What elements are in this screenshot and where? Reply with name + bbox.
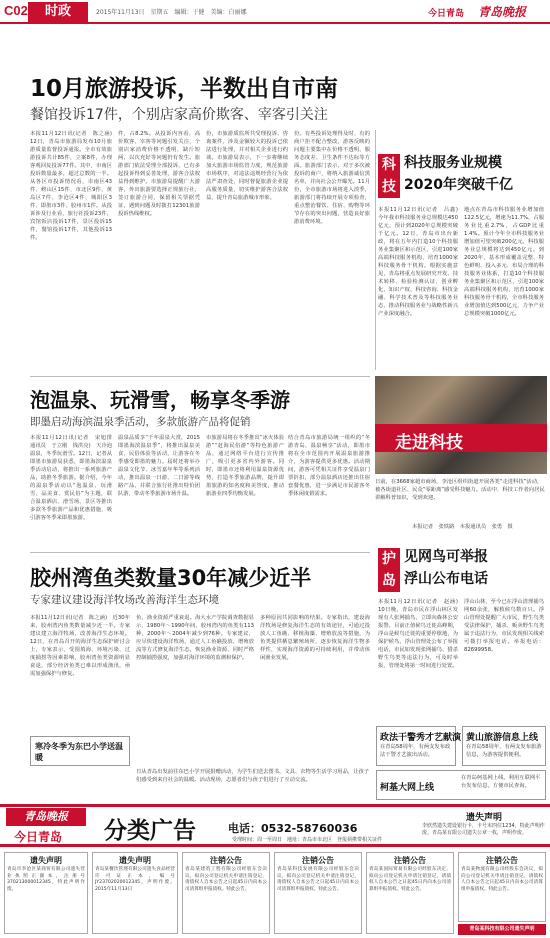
tech-col-1: 本报11月12日讯(记者 吕鑫) 今年我市科技服务业总规模达450亿元，预计到2020年总规模突破千亿元。12日，青岛市出台新政，将在五年内打造10个科技服务业集聚区和示范区，引进100家高端科技服务机构，培育1000家科技服务骨干机构。根据实施意见，青岛将重点发展研究开发、技术转移、检验检测认证、创业孵化、知识产权、科技咨询、科技金融、科学技术普及等科技服务业态，推动科技服务业与战略性新兴产业深度融合。 xyxy=(378,207,464,317)
ad-cell-title: 注销公告 xyxy=(302,856,334,865)
ads-right-text: 李欣然遗失建设银行卡，卡号末四位1234，特此声明作废。青岛某有限公司遗失公章一枚，声明作废。 xyxy=(422,823,545,836)
photo-banner-text: 走进科技 xyxy=(395,433,463,453)
notice-box-2-title: 黄山旅游信息上线 xyxy=(466,733,539,743)
ads-logo: 青岛晚报 xyxy=(6,808,86,826)
hotspring-col-1: 本报11月12日讯(记者 宋旭排 通讯员 于立刚 钱洪亮) 天冷泡温泉，冬季玩滑雪。12日，记者从即墨市旅游局获悉，即墨海滨温泉季活动启动，将推出一系列旅游产品，助推冬季旅游。据介绍，今年的温泉季活动以“泡温泉、玩滑雪、品美食、赏民俗”为主题，联合温泉酒店、滑雪场、景区等推出多款冬季旅游产品和优惠措施，吸引游客冬季来即墨旅游。 xyxy=(30,435,118,521)
hudao-tag: 护岛 xyxy=(378,548,400,592)
hotspring-headline: 泡温泉、玩滑雪，畅享冬季游 xyxy=(30,388,290,412)
ads-note: 受理时间：周一至周日 地址：青岛市市北区 登报须携带相关证件 xyxy=(232,837,383,843)
today-label: 今日青岛 xyxy=(428,9,465,19)
section-rule xyxy=(30,552,370,553)
ad-cell-text: 青岛某科技发展有限公司经股东会决议，拟向公司登记机关申请注销登记，请债权人自本公告之日起45日内向本公司清算组申报债权。特此公告。 xyxy=(277,867,359,892)
tech-col-2: 地点在青岛市科技服务业增加值122.5亿元，增速为11.7%，占服务业比重2.7%，占GDP比重1.4%。预计今年全市科技服务业增加值可望突破200亿元，科技服务业总规模将达到450亿元。到2020年，基本形成覆盖完整、特色鲜明、投入多元、布局合理的科技服务业体系，打造10个科技服务业集聚区和示范区，引进100家高端科技服务机构，培育1000家科技服务骨干机构，全市科技服务业增加值达到500亿元，力争产业总规模突破1000亿元。 xyxy=(464,207,544,317)
ad-cell-title: 遗失声明 xyxy=(119,856,151,865)
photo-caption: 日前，在3668家超市商场，李沧区组织街道开展各类“走进科技”活动，被各街道社区、民众“零距离”感受科技魅力。活动中，科技工作者向居民讲解科普知识，受到欢迎。 xyxy=(375,479,545,501)
tech-tag: 科技 xyxy=(378,154,400,198)
ads-right-title: 遗失声明 xyxy=(465,813,502,823)
ad-cell xyxy=(366,852,454,934)
ad-cell-title: 注销公告 xyxy=(394,856,426,865)
lead-col-3: 份，市旅游质监所共受理投诉、咨询案件，涉及金额较大的投诉已依法进行处理，并对相关企业进行约谈。市旅游局表示，下一步将继续加大旅游市场监管力度，规范旅游市场秩序，对违法违规经营行为依法严肃查处，同时督促旅游企业提高服务质量，切实维护游客合法权益，提升青岛旅游城市形象。 xyxy=(206,131,288,201)
jiaozhou-subheadline: 专家建议建设海洋牧场改善海洋生态环境 xyxy=(30,594,219,606)
notice-box-3 xyxy=(376,770,546,800)
section-label: 时政 xyxy=(28,2,88,22)
jiaozhou-col-3: 多种原因共同影响的结果。专家指出，建设海洋牧场是修复海洋生态的有效途径，可通过投放人工鱼礁、移植海藻、增殖放流等措施，为鱼类提供栖息繁殖场所，逐步恢复海洋生物多样性，实现海洋资源的可持续利用，并带动休闲渔业发展。 xyxy=(260,615,370,661)
hudao-headline-1: 见网鸟可举报 xyxy=(404,549,488,565)
hotspring-subheadline: 即墨启动海滨温泉季活动，多款旅游产品将促销 xyxy=(30,416,251,428)
hudao-col-2: 浮山山林，至今已在浮山清理捕鸟网60余张，解救候鸟数百只。浮山管理处提醒广大市民，野生鸟类受法律保护，捕杀、贩卖野生鸟类属于违法行为，市民发现相关线索可拨打举报电话。举报电话：82699958。 xyxy=(464,599,544,653)
footer-paragraph: 日从青岛出发前往东巴小学开展捐赠活动，为学生们送去图书、文具、衣物等生活学习用品，让孩子们感受到来自社会的温暖。活动现场，志愿者们与孩子们进行了互动交流。 xyxy=(136,769,370,783)
ad-cell-text: 青岛某物流有限公司经股东会决议，拟向公司登记机关申请注销登记，请债权人自本公告之日起45日内向本公司清算组申报债权。特此公告。 xyxy=(461,867,543,892)
notice-box-1-title: 政法干警秀才艺献演 xyxy=(380,733,462,743)
ads-today: 今日青岛 xyxy=(14,830,63,844)
lead-headline: 10月旅游投诉，半数出自市南 xyxy=(30,76,339,102)
header-meta: 2015年11月13日 星期五 编辑：于健 美编：白丽娜 xyxy=(96,9,253,16)
lead-subheadline: 餐馆投诉17件，个别店家高价欺客、宰客引关注 xyxy=(30,107,328,123)
notice-box-1-text: 在青岛58周年，有两支发布政法干警才艺演出活动。 xyxy=(380,744,451,758)
ad-cell-text: 青岛某国际贸易有限公司经股东决定，拟向公司登记机关申请注销登记，请债权人自本公告之日起45日内向本公司清算组申报债权。特此公告。 xyxy=(369,867,451,892)
ads-right-notice xyxy=(422,810,546,837)
lead-col-1: 本报11月12日讯(记者 陈之涵) 12日，青岛市旅游局发布10月旅游质量监督投诉通报。全市有效旅游投诉共计85件，立案8件，办理客观回复投诉77件。其中，市南区投诉数量最多，超过总数的一半。从各区市投诉情况看，市南区43件、崂山区15件、市北区9件、黄岛区7件、李沧区4件、城阳区3件、即墨市3件、胶州市1件。从投诉涉及行业看，旅行社投诉23件，宾馆饭店投诉17件，景区投诉15件，餐馆投诉17件，其他投诉13件。 xyxy=(30,131,118,241)
column-divider xyxy=(375,130,376,370)
newspaper-logo: 青岛晚报 xyxy=(478,5,527,19)
page-number: C02 xyxy=(4,3,28,18)
brand-box xyxy=(30,736,130,766)
hudao-headline-2: 浮山公布电话 xyxy=(404,571,488,587)
hotspring-col-3: 市旅游局将在冬季推出“冰火体验游”“赶海民俗游”等特色旅游产品，通过网络平台进行宣传推广，吸引更多省内外游客。同时，即墨市还将利用温泉资源优势，打造冬季旅游品牌，提升即墨旅游的知名度和美誉度，推动旅游业四季均衡发展。 xyxy=(206,435,284,497)
ad-cell xyxy=(92,852,178,934)
photo-byline: 本报记者 张铁路 本报通讯员 张勇 摄 xyxy=(412,524,513,530)
jiaozhou-col-2: 鱼，渔业资源严重衰退。海大水产学院调查数据显示，1980年～1990年间，胶州湾内的鱼类有113种，2000年～2004年减少到76种。专家建议，应尽快建设海洋牧场，通过人工鱼礁投放、增殖放流等方式修复海洋生态，恢复渔业资源，同时严格控制捕捞强度，加强对海洋环境的监测和保护。 xyxy=(136,615,254,661)
notice-box-2 xyxy=(462,726,546,766)
ad-cell xyxy=(182,852,270,934)
jiaozhou-headline: 胶州湾鱼类数量30年减少近半 xyxy=(30,566,312,590)
lead-col-4: 份。有些投诉处理得及时、有的商户拒不配合整改，游客反映的问题主要集中在价格不透明、服务态度差、卫生条件不达标等方面。旅游部门表示，对于多次被投诉的商户，将纳入旅游诚信黑名单，并向社会公开曝光。11月份，全市旅游市场将进入淡季，旅游部门将持续开展专项检查，重点整治餐饮、住宿、购物等环节存在的突出问题，营造良好旅游消费环境。 xyxy=(294,131,370,225)
hotspring-col-4: 结合青岛市旅游局统一组织的“冬游青岛，温泉畅享”活动，即墨市将在全市范围内开展温泉旅游推介，为游客提供更多优惠。活动期间，游客可凭相关证件享受温泉门票折扣，部分温泉酒店还推出住宿套餐优惠，进一步满足市民游客冬季休闲度假需求。 xyxy=(288,435,370,497)
notice-box-2-text: 在青岛58周年，有两支发布旅游信息，为游客提供便利。 xyxy=(466,744,542,758)
ad-cell-text: 青岛某建筑工程有限公司经股东会决议，拟向公司登记机关申请注销登记，请债权人自本公告之日起45日内向本公司清算组申报债权。特此公告。 xyxy=(185,867,267,892)
hotspring-col-2: 温泉品质享“千年温泉大赏，2015即墨海滨温泉季”，将推出温泉美食、民俗体验等活动，让游客在冬季感受即墨的魅力。届时还将举办温泉文化节、冰雪嘉年华等系列活动，推出温泉一日游、二日游等线路产品，并联合旅行社推出特价团队游，带动冬季旅游市场升温。 xyxy=(118,435,200,497)
tech-headline-2: 2020年突破千亿 xyxy=(404,177,513,193)
ad-cell xyxy=(4,852,88,934)
news-photo xyxy=(375,376,547,474)
notice-box-3-title: 柯基大网上线 xyxy=(380,783,435,793)
ad-cell-title: 注销公告 xyxy=(210,856,242,865)
tech-headline-1: 科技服务业规模 xyxy=(404,155,502,171)
notice-box-3-text: 在青岛柯基网上线，利用互联网平台发布信息，方便市民查询。 xyxy=(461,775,541,789)
ad-cell-title: 注销公告 xyxy=(486,856,518,865)
notice-box-1 xyxy=(376,726,462,766)
ads-title: 分类广告 xyxy=(104,818,196,844)
ad-cell-text: 青岛市李沧区某商贸有限公司遗失营业执照正副本，注册号370213000012345，特此声明作废。 xyxy=(7,867,85,892)
section-rule xyxy=(30,376,370,377)
hudao-col-1: 本报11月12日讯(记者 赵涵) 10日晚，青岛市民在浮山林区发现有人张网捕鸟，立即向森林公安报警。目前正值候鸟迁徙高峰期，浮山是候鸟迁徙的重要停歇地，为保护候鸟，浮山管理处公布了举报电话，市民如发现张网捕鸟、猎杀野生鸟类等违法行为，可及时举报，管理处将第一时间进行处置。 xyxy=(378,599,464,669)
brand-box-text: 寒冷冬季为东巴小学送温暖 xyxy=(35,742,123,762)
ad-bottom-right-banner: 青岛某科技有限公司遗失声明 xyxy=(458,924,546,935)
ad-cell xyxy=(274,852,362,934)
ad-cell-title: 遗失声明 xyxy=(30,856,62,865)
jiaozhou-col-1: 本报11月12日讯(记者 陈之涵) 近30年来，胶州湾内鱼类数量减少近一半。专家建议建立海洋牧场，改善海洋生态环境。12日，在青岛召开的海洋生态保护研讨会上，专家表示，受围填海、环境污染、过度捕捞等因素影响，胶州湾鱼类资源明显衰退，部分经济鱼类已难以形成渔汛，亟需加强保护与修复。 xyxy=(30,615,130,677)
ads-phone: 电话：0532-58760036 xyxy=(228,822,358,835)
ad-cell xyxy=(458,852,546,922)
lead-col-2: 件，占8.2%。从投诉内容看，高价欺客、宰客等问题引发关注，个别店家消费价格不透明，缺斤短两、以次充好等问题仍有发生。旅游部门依法受理全部投诉，已有多起投诉得到妥善处理，游客合法权益得到维护。市旅游局提醒广大游客，外出旅游要选择正规旅行社，签订旅游合同，保留相关票据凭证，遇到问题及时拨打12301旅游投诉热线维权。 xyxy=(118,131,200,217)
ad-cell-text: 青岛某餐饮管理有限公司遗失食品经营许可证正本，编号JY23702020012345，声明作废。2015年11月13日 xyxy=(95,867,175,892)
